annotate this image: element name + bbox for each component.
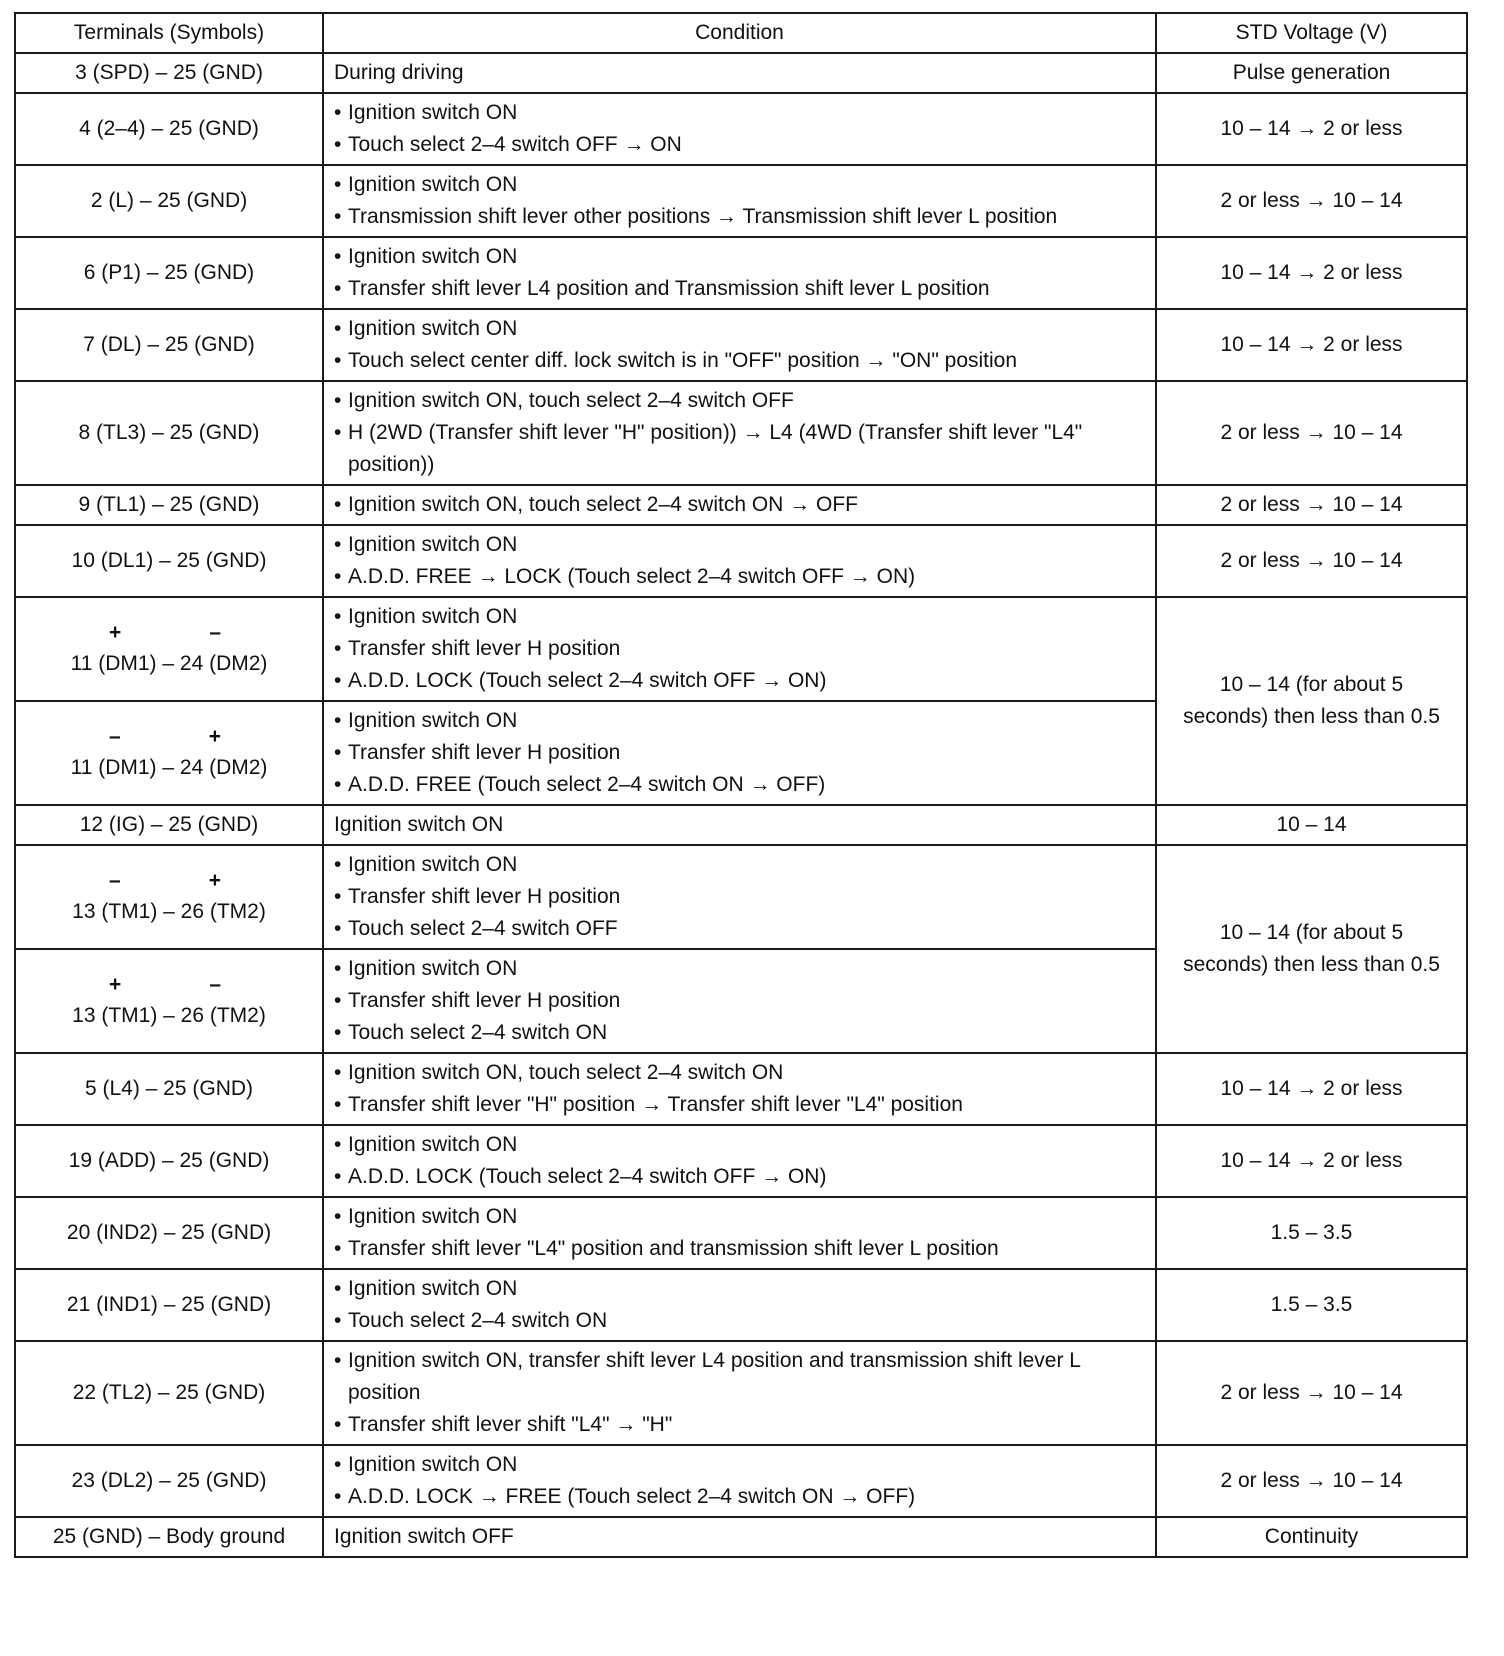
condition-cell: Ignition switch ON	[323, 805, 1156, 845]
condition-item: • Ignition switch ON	[334, 241, 1145, 273]
terminal-cell	[15, 701, 323, 805]
terminal-cell: 5 (L4) – 25 (GND)	[15, 1053, 323, 1125]
condition-item: • Ignition switch ON	[334, 1129, 1145, 1161]
condition-cell: During driving	[323, 53, 1156, 93]
polarity-marks	[89, 618, 249, 648]
table-row	[15, 237, 1467, 309]
condition-item: • Transfer shift lever L4 position and Transmission shift lever L position	[334, 273, 1145, 305]
condition-item: • Touch select center diff. lock switch is in "OFF" position → "ON" position	[334, 345, 1145, 377]
condition-cell	[323, 381, 1156, 485]
polarity-left: –	[109, 725, 121, 748]
polarity-left: +	[109, 973, 122, 996]
voltage-cell: 10 – 14	[1156, 805, 1467, 845]
condition-item: • Transfer shift lever H position	[334, 985, 1145, 1017]
voltage-cell: 2 or less → 10 – 14	[1156, 485, 1467, 525]
condition-cell	[323, 485, 1156, 525]
condition-item: • A.D.D. LOCK → FREE (Touch select 2–4 switch ON → OFF)	[334, 1481, 1145, 1513]
table-row	[15, 1341, 1467, 1445]
polarity-marks	[89, 722, 249, 752]
condition-item: • Ignition switch ON	[334, 953, 1145, 985]
condition-item: • Touch select 2–4 switch OFF → ON	[334, 129, 1145, 161]
table-row	[15, 53, 1467, 93]
voltage-cell: 10 – 14 → 2 or less	[1156, 1125, 1467, 1197]
table-row	[15, 805, 1467, 845]
condition-item: • H (2WD (Transfer shift lever "H" position)) → L4 (4WD (Transfer shift lever "L4" position))	[334, 417, 1145, 481]
polarity-marks	[89, 866, 249, 896]
voltage-cell: Continuity	[1156, 1517, 1467, 1557]
terminal-cell	[15, 949, 323, 1053]
voltage-cell: 2 or less → 10 – 14	[1156, 1445, 1467, 1517]
condition-cell	[323, 1197, 1156, 1269]
condition-item: • Transfer shift lever "L4" position and transmission shift lever L position	[334, 1233, 1145, 1265]
condition-item: • Transfer shift lever "H" position → Transfer shift lever "L4" position	[334, 1089, 1145, 1121]
condition-item: • Ignition switch ON	[334, 313, 1145, 345]
condition-cell	[323, 597, 1156, 701]
terminal-cell: 8 (TL3) – 25 (GND)	[15, 381, 323, 485]
polarity-right: –	[209, 973, 221, 996]
terminal-cell: 23 (DL2) – 25 (GND)	[15, 1445, 323, 1517]
condition-cell	[323, 1445, 1156, 1517]
condition-item: • Transfer shift lever H position	[334, 881, 1145, 913]
condition-item: • A.D.D. FREE (Touch select 2–4 switch ON → OFF)	[334, 769, 1145, 801]
terminal-label: 11 (DM1) – 24 (DM2)	[70, 756, 268, 779]
condition-item: • Transfer shift lever H position	[334, 737, 1145, 769]
table-row	[15, 1517, 1467, 1557]
condition-item: • Ignition switch ON	[334, 601, 1145, 633]
condition-cell	[323, 165, 1156, 237]
table-row	[15, 165, 1467, 237]
condition-item: • A.D.D. LOCK (Touch select 2–4 switch OFF → ON)	[334, 1161, 1145, 1193]
condition-item: • Ignition switch ON, touch select 2–4 switch OFF	[334, 385, 1145, 417]
voltage-cell: 1.5 – 3.5	[1156, 1269, 1467, 1341]
polarity-marks	[89, 970, 249, 1000]
condition-item: • Ignition switch ON	[334, 849, 1145, 881]
condition-cell	[323, 949, 1156, 1053]
polarity-right: +	[208, 869, 221, 892]
table-row	[15, 93, 1467, 165]
header-condition: Condition	[323, 13, 1156, 53]
condition-cell	[323, 1341, 1156, 1445]
polarity-right: +	[208, 725, 221, 748]
terminal-label: 13 (TM1) – 26 (TM2)	[72, 1004, 266, 1027]
table-row	[15, 1125, 1467, 1197]
condition-cell	[323, 701, 1156, 805]
table-row	[15, 525, 1467, 597]
voltage-cell: 10 – 14 → 2 or less	[1156, 237, 1467, 309]
condition-item: • Ignition switch ON	[334, 1449, 1145, 1481]
condition-item: • Ignition switch ON, touch select 2–4 switch ON	[334, 1057, 1145, 1089]
condition-item: • A.D.D. FREE → LOCK (Touch select 2–4 switch OFF → ON)	[334, 561, 1145, 593]
terminal-cell: 6 (P1) – 25 (GND)	[15, 237, 323, 309]
condition-item: • Ignition switch ON, transfer shift lever L4 position and transmission shift lever L position	[334, 1345, 1145, 1409]
header-terminals: Terminals (Symbols)	[15, 13, 323, 53]
polarity-right: –	[209, 621, 221, 644]
terminal-cell: 2 (L) – 25 (GND)	[15, 165, 323, 237]
condition-cell	[323, 237, 1156, 309]
terminal-label: 13 (TM1) – 26 (TM2)	[72, 900, 266, 923]
terminal-label: 11 (DM1) – 24 (DM2)	[70, 652, 268, 675]
terminal-voltage-table	[14, 12, 1468, 1558]
condition-cell	[323, 1053, 1156, 1125]
terminal-cell: 25 (GND) – Body ground	[15, 1517, 323, 1557]
condition-item: • Ignition switch ON	[334, 705, 1145, 737]
table-row	[15, 309, 1467, 381]
condition-cell: Ignition switch OFF	[323, 1517, 1156, 1557]
voltage-cell: 10 – 14 → 2 or less	[1156, 93, 1467, 165]
table-row	[15, 381, 1467, 485]
voltage-cell: Pulse generation	[1156, 53, 1467, 93]
condition-item: • Ignition switch ON	[334, 169, 1145, 201]
terminal-cell: 9 (TL1) – 25 (GND)	[15, 485, 323, 525]
voltage-cell: 1.5 – 3.5	[1156, 1197, 1467, 1269]
voltage-cell: 10 – 14 (for about 5 seconds) then less than 0.5	[1156, 845, 1467, 1053]
voltage-cell: 10 – 14 → 2 or less	[1156, 1053, 1467, 1125]
condition-cell	[323, 93, 1156, 165]
terminal-cell: 7 (DL) – 25 (GND)	[15, 309, 323, 381]
voltage-cell: 2 or less → 10 – 14	[1156, 165, 1467, 237]
condition-item: • Touch select 2–4 switch ON	[334, 1305, 1145, 1337]
condition-item: • Touch select 2–4 switch ON	[334, 1017, 1145, 1049]
table-row	[15, 1269, 1467, 1341]
polarity-left: –	[109, 869, 121, 892]
terminal-cell: 21 (IND1) – 25 (GND)	[15, 1269, 323, 1341]
condition-cell	[323, 845, 1156, 949]
condition-item: • Transmission shift lever other positions → Transmission shift lever L position	[334, 201, 1145, 233]
condition-item: • Ignition switch ON, touch select 2–4 switch ON → OFF	[334, 489, 1145, 521]
condition-cell	[323, 1125, 1156, 1197]
terminal-cell: 19 (ADD) – 25 (GND)	[15, 1125, 323, 1197]
header-std-voltage: STD Voltage (V)	[1156, 13, 1467, 53]
voltage-cell: 10 – 14 (for about 5 seconds) then less than 0.5	[1156, 597, 1467, 805]
voltage-cell: 2 or less → 10 – 14	[1156, 525, 1467, 597]
condition-item: • Ignition switch ON	[334, 1273, 1145, 1305]
condition-item: • Transfer shift lever H position	[334, 633, 1145, 665]
voltage-cell: 10 – 14 → 2 or less	[1156, 309, 1467, 381]
table-row	[15, 1053, 1467, 1125]
voltage-cell: 2 or less → 10 – 14	[1156, 381, 1467, 485]
condition-item: • Ignition switch ON	[334, 1201, 1145, 1233]
condition-item: • Ignition switch ON	[334, 97, 1145, 129]
condition-item: • A.D.D. LOCK (Touch select 2–4 switch OFF → ON)	[334, 665, 1145, 697]
condition-item: • Ignition switch ON	[334, 529, 1145, 561]
terminal-cell	[15, 845, 323, 949]
condition-cell	[323, 1269, 1156, 1341]
terminal-cell: 10 (DL1) – 25 (GND)	[15, 525, 323, 597]
terminal-voltage-table-sheet	[14, 12, 1468, 1558]
terminal-cell: 20 (IND2) – 25 (GND)	[15, 1197, 323, 1269]
table-row	[15, 597, 1467, 701]
header-row	[15, 13, 1467, 53]
condition-cell	[323, 525, 1156, 597]
terminal-cell: 3 (SPD) – 25 (GND)	[15, 53, 323, 93]
voltage-cell: 2 or less → 10 – 14	[1156, 1341, 1467, 1445]
condition-cell	[323, 309, 1156, 381]
terminal-cell	[15, 597, 323, 701]
polarity-left: +	[109, 621, 122, 644]
table-row	[15, 1197, 1467, 1269]
terminal-cell: 4 (2–4) – 25 (GND)	[15, 93, 323, 165]
terminal-cell: 12 (IG) – 25 (GND)	[15, 805, 323, 845]
condition-item: • Transfer shift lever shift "L4" → "H"	[334, 1409, 1145, 1441]
table-row	[15, 845, 1467, 949]
terminal-cell: 22 (TL2) – 25 (GND)	[15, 1341, 323, 1445]
table-row	[15, 485, 1467, 525]
table-row	[15, 1445, 1467, 1517]
condition-item: • Touch select 2–4 switch OFF	[334, 913, 1145, 945]
